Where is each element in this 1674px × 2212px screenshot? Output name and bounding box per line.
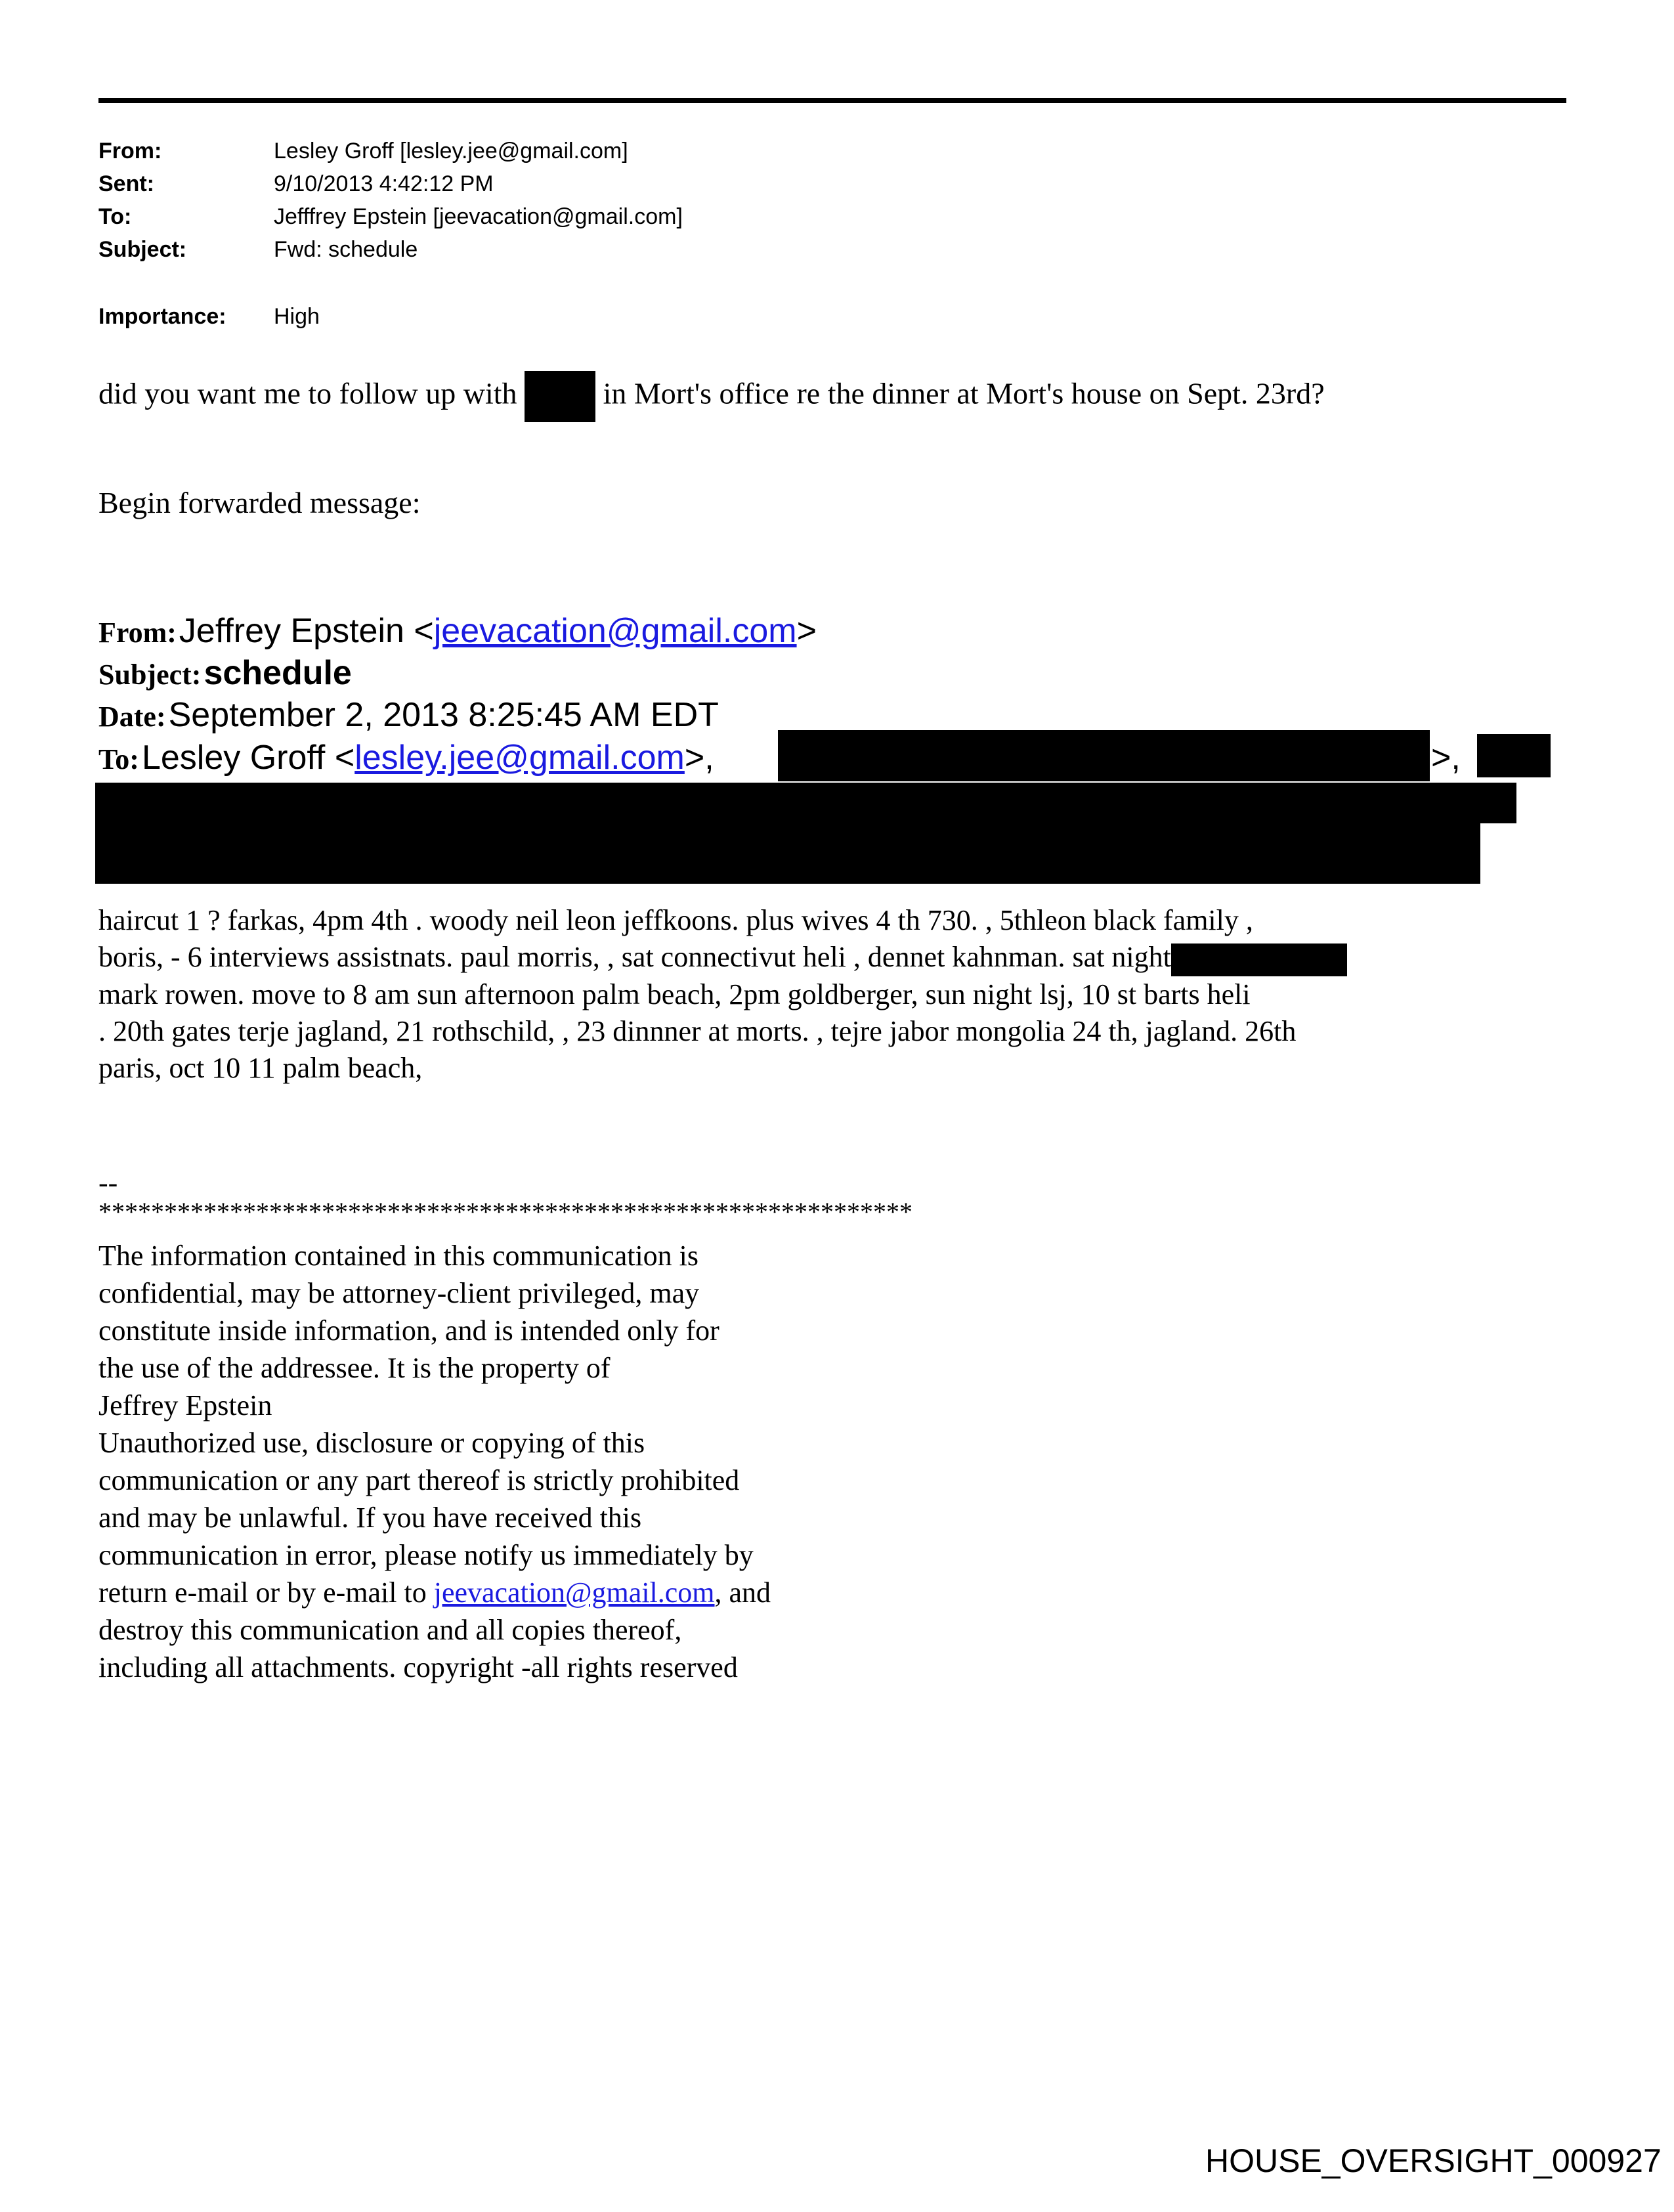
- disclaimer-email-link[interactable]: jeevacation@gmail.com: [433, 1576, 715, 1609]
- fwd-to-row: [98, 736, 714, 788]
- fwd-to-label: To:: [98, 743, 139, 775]
- disclaimer-return-line: [98, 1574, 771, 1611]
- fwd-subject-label: Subject:: [98, 659, 202, 691]
- sent-label: Sent:: [98, 171, 154, 196]
- fwd-to-email-link[interactable]: lesley.jee@gmail.com: [354, 739, 685, 777]
- message-text-part2: in Mort's office re the dinner at Mort's house on Sept. 23rd?: [603, 376, 1325, 410]
- top-rule: [98, 98, 1566, 103]
- disclaimer-line: destroy this communication and all copies thereof,: [98, 1614, 682, 1646]
- redaction-box: [1171, 943, 1347, 976]
- to-label: To:: [98, 204, 132, 229]
- importance-value: High: [274, 304, 320, 329]
- disclaimer-line: Jeffrey Epstein: [98, 1389, 272, 1421]
- fwd-from-email-link[interactable]: jeevacation@gmail.com: [433, 612, 797, 650]
- fwd-to-close: >,: [684, 739, 714, 777]
- fwd-date-value: September 2, 2013 8:25:45 AM EDT: [168, 696, 719, 734]
- signature-dashes: --: [98, 1167, 118, 1199]
- fwd-subject-value: schedule: [204, 654, 352, 692]
- from-label: From:: [98, 139, 162, 163]
- message-line: [98, 371, 1325, 422]
- sent-value: 9/10/2013 4:42:12 PM: [274, 171, 494, 196]
- disclaimer-line: including all attachments. copyright -all rights reserved: [98, 1651, 738, 1683]
- redaction-box: [778, 730, 1430, 781]
- disclaimer-return-suffix: , and: [714, 1576, 771, 1609]
- disclaimer-line: constitute inside information, and is intended only for: [98, 1314, 719, 1347]
- schedule-line-2-text: boris, - 6 interviews assistnats. paul morris, , sat connectivut heli , dennet kahnman. sat night: [98, 941, 1171, 973]
- message-text-part1: did you want me to follow up with: [98, 376, 517, 410]
- schedule-line-1: haircut 1 ? farkas, 4pm 4th . woody neil leon jeffkoons. plus wives 4 th 730. , 5thleon black family ,: [98, 904, 1253, 936]
- redaction-box: [525, 371, 595, 422]
- from-value: Lesley Groff [lesley.jee@gmail.com]: [274, 139, 628, 163]
- to-value: Jefffrey Epstein [jeevacation@gmail.com]: [274, 204, 683, 229]
- disclaimer-line: communication or any part thereof is strictly prohibited: [98, 1464, 740, 1496]
- importance-label: Importance:: [98, 304, 226, 329]
- redaction-box: [95, 783, 1516, 823]
- redaction-box: [95, 823, 1480, 884]
- begin-forwarded: Begin forwarded message:: [98, 486, 421, 519]
- schedule-line-2: [98, 939, 1347, 976]
- schedule-line-3: mark rowen. move to 8 am sun afternoon palm beach, 2pm goldberger, sun night lsj, 10 st barts heli: [98, 978, 1251, 1010]
- fwd-to-after-redaction: >,: [1431, 739, 1461, 777]
- disclaimer-return-prefix: return e-mail or by e-mail to: [98, 1576, 434, 1609]
- disclaimer-line: and may be unlawful. If you have received this: [98, 1502, 642, 1534]
- subject-label: Subject:: [98, 237, 187, 262]
- disclaimer-line: The information contained in this communication is: [98, 1240, 699, 1272]
- schedule-line-4: . 20th gates terje jagland, 21 rothschild, , 23 dinnner at morts. , tejre jabor mongolia 24 th, jagland. 26th: [98, 1015, 1297, 1047]
- fwd-date-label: Date:: [98, 701, 166, 733]
- bates-number: HOUSE_OVERSIGHT_000927: [1205, 2142, 1662, 2179]
- subject-value: Fwd: schedule: [274, 237, 418, 262]
- redaction-box: [1477, 734, 1551, 777]
- signature-stars: **************************************************************: [98, 1197, 912, 1226]
- fwd-from-label: From:: [98, 617, 177, 649]
- fwd-from-close: >: [796, 612, 817, 650]
- disclaimer-line: confidential, may be attorney-client privileged, may: [98, 1277, 700, 1309]
- disclaimer-line: Unauthorized use, disclosure or copying of this: [98, 1427, 645, 1459]
- fwd-to-name: Lesley Groff <: [141, 739, 355, 777]
- disclaimer-line: communication in error, please notify us immediately by: [98, 1539, 754, 1571]
- fwd-from-name: Jeffrey Epstein <: [179, 612, 434, 650]
- schedule-line-5: paris, oct 10 11 palm beach,: [98, 1052, 423, 1084]
- disclaimer-line: the use of the addressee. It is the property of: [98, 1352, 611, 1384]
